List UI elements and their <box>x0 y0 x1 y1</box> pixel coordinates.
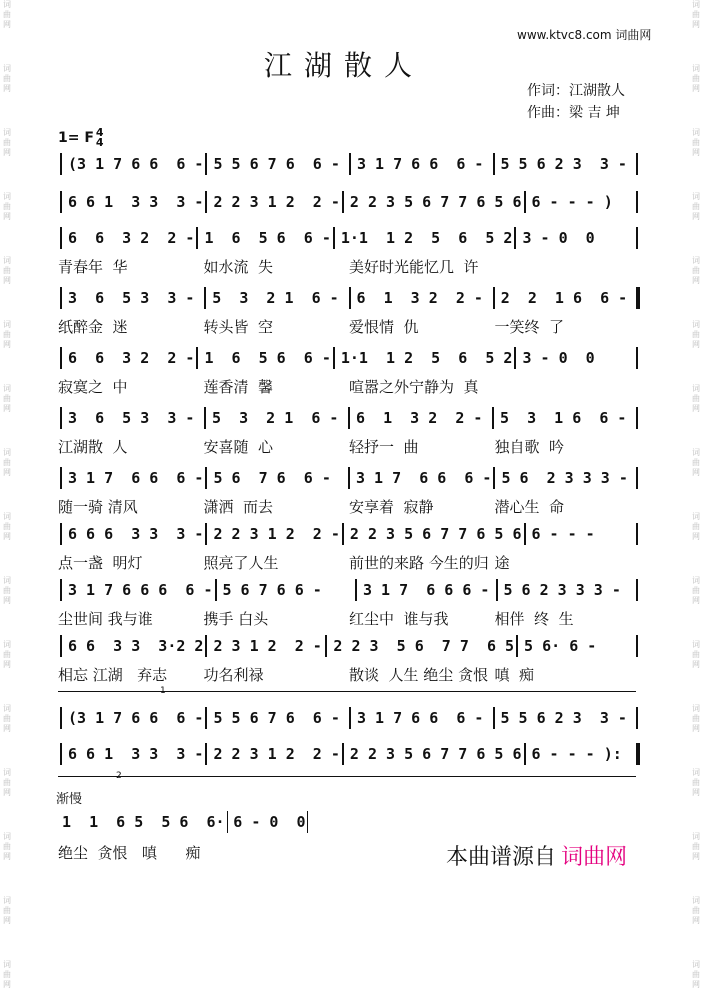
measure: 5 6 7 6 6 - <box>213 469 331 487</box>
barline <box>493 153 495 175</box>
measure: 6 6 6 3 3 3 - <box>68 525 204 543</box>
watermark-glyph: 词 曲 网 <box>692 320 700 349</box>
barline <box>60 523 62 545</box>
lyric-phrase: 喧嚣之外宁静为 真 <box>349 378 479 396</box>
barline <box>333 347 335 369</box>
lyric-row <box>58 552 640 574</box>
barline <box>60 347 62 369</box>
lyric-phrase: 纸醉金 迷 <box>58 318 128 336</box>
measure: 3 1 7 6 6 6 6 - <box>68 581 213 599</box>
notation-row <box>58 406 640 430</box>
barline <box>342 743 344 765</box>
barline <box>60 635 62 657</box>
measure: 1·1 1 2 5 6 5 2 <box>340 229 513 247</box>
lyric-phrase: 轻抒一 曲 <box>349 438 419 456</box>
lyric-phrase: 寂寞之 中 <box>58 378 128 396</box>
watermark-glyph: 词 曲 网 <box>3 192 11 221</box>
barline <box>60 743 62 765</box>
measure: (3 1 7 6 6 6 - <box>68 709 204 727</box>
lyric-row <box>58 256 640 278</box>
barline <box>636 227 638 249</box>
measure: 6 6 3 2 2 - <box>68 229 195 247</box>
barline <box>204 407 206 429</box>
barline <box>636 635 638 657</box>
measure: 2 2 3 1 2 2 - <box>213 525 340 543</box>
composer: 作曲：梁 吉 坤 <box>527 105 620 121</box>
lyric-phrase: 相忘 江湖 弃志 <box>58 666 168 684</box>
watermark-glyph: 词 曲 网 <box>692 832 700 861</box>
barline <box>227 811 228 833</box>
final-barline <box>307 811 308 833</box>
volta-2-bracket <box>58 776 636 777</box>
watermark-glyph: 词 曲 网 <box>3 576 11 605</box>
left-watermark <box>0 0 14 989</box>
measure: 5 5 6 2 3 3 - <box>500 709 627 727</box>
lyric-row <box>58 608 640 630</box>
site-url[interactable]: www.ktvc8.com 词曲网 <box>517 28 652 42</box>
watermark-glyph: 词 曲 网 <box>692 64 700 93</box>
notation-row <box>58 706 640 730</box>
lyric-phrase: 途 <box>494 554 510 572</box>
lyric-row <box>58 436 640 458</box>
barline <box>60 467 62 489</box>
lyric-phrase: 嗔 痴 <box>494 666 535 684</box>
barline <box>348 407 350 429</box>
notation-row <box>58 286 640 310</box>
barline <box>524 523 526 545</box>
lyric-phrase: 散谈 人生 绝尘 贪恨 <box>349 666 489 684</box>
barline <box>205 743 207 765</box>
watermark-glyph: 词 曲 网 <box>692 448 700 477</box>
barline <box>636 347 638 369</box>
lyric-phrase: 潜心生 命 <box>494 498 565 516</box>
measure: 2 2 3 5 6 7 7 6 5 6 <box>349 745 522 763</box>
watermark-glyph: 词 曲 网 <box>3 832 11 861</box>
barline <box>60 287 62 309</box>
barline <box>342 523 344 545</box>
barline <box>205 467 207 489</box>
watermark-glyph: 词 曲 网 <box>3 768 11 797</box>
lyric-phrase: 红尘中 谁与我 <box>349 610 449 628</box>
barline <box>60 407 62 429</box>
watermark-glyph: 词 曲 网 <box>3 704 11 733</box>
lyric-phrase <box>495 376 641 398</box>
watermark-glyph: 词 曲 网 <box>3 512 11 541</box>
footer-source-text: 本曲谱源自 <box>446 845 557 870</box>
barline <box>205 153 207 175</box>
measure: 5 5 6 7 6 6 - <box>213 709 340 727</box>
barline <box>205 523 207 545</box>
barline <box>516 635 518 657</box>
barline <box>636 707 638 729</box>
barline <box>60 153 62 175</box>
barline <box>496 579 498 601</box>
measure: 3 1 7 6 6 6 - <box>356 155 484 173</box>
measure: 2 2 1 6 6 - <box>500 289 628 307</box>
measure: 6 - - - ): <box>531 745 622 763</box>
barline <box>349 707 351 729</box>
measure: 5 5 6 2 3 3 - <box>500 155 627 173</box>
measure: 3 6 5 3 3 - <box>68 289 195 307</box>
lyric-phrase: 江湖散 人 <box>58 438 128 456</box>
right-watermark <box>689 0 703 989</box>
watermark-glyph: 词 曲 网 <box>3 640 11 669</box>
barline <box>636 191 638 213</box>
notation-row <box>58 742 640 766</box>
barline <box>349 153 351 175</box>
lyric-phrase <box>495 256 641 278</box>
barline <box>636 407 638 429</box>
measure: 6 6 3 3 3·2 2 <box>68 637 204 655</box>
repeat-barline <box>636 743 640 765</box>
barline <box>215 579 217 601</box>
watermark-glyph: 词 曲 网 <box>3 128 11 157</box>
watermark-glyph: 词 曲 网 <box>692 128 700 157</box>
lyric-phrase: 转头皆 空 <box>203 318 274 336</box>
watermark-glyph: 词 曲 网 <box>3 960 11 989</box>
coda-measure: 6 - 0 0 <box>233 813 306 831</box>
barline <box>636 579 638 601</box>
measure: 6 - - - ) <box>531 193 613 211</box>
measure: 1·1 1 2 5 6 5 2 <box>340 349 513 367</box>
measure: 2 2 3 5 6 7 7 6 5 <box>333 637 515 655</box>
measure: 5 6· 6 - <box>524 637 597 655</box>
lyric-row <box>58 496 640 518</box>
time-signature: 4 4 <box>95 126 104 149</box>
notation-row <box>58 226 640 250</box>
measure: 2 3 1 2 2 - <box>213 637 322 655</box>
watermark-glyph: 词 曲 网 <box>692 0 700 29</box>
volta-1-bracket <box>58 691 636 692</box>
watermark-glyph: 词 曲 网 <box>692 768 700 797</box>
measure: 3 - 0 0 <box>522 349 595 367</box>
barline <box>524 191 526 213</box>
lyric-phrase: 随一骑 清风 <box>58 498 138 516</box>
watermark-glyph: 词 曲 网 <box>692 256 700 285</box>
lyric-phrase: 点一盏 明灯 <box>58 554 143 572</box>
coda-lyrics: 绝尘 贪恨 嗔 痴 <box>58 844 201 862</box>
measure: 3 1 7 6 6 6 - <box>68 469 204 487</box>
lyricist: 作词：江湖散人 <box>527 83 625 99</box>
measure: 5 3 2 1 6 - <box>212 409 339 427</box>
footer <box>446 840 627 871</box>
measure: 6 6 1 3 3 3 - <box>68 193 204 211</box>
barline <box>636 467 638 489</box>
lyric-phrase: 前世的来路 今生的归 <box>349 554 489 572</box>
watermark-glyph: 词 曲 网 <box>692 576 700 605</box>
notation-row <box>58 522 640 546</box>
song-title: 江湖散人 <box>264 49 425 82</box>
watermark-glyph: 词 曲 网 <box>3 256 11 285</box>
measure: 3 6 5 3 3 - <box>68 409 195 427</box>
watermark-glyph: 词 曲 网 <box>3 0 11 29</box>
lyric-phrase: 青春年 华 <box>58 258 128 276</box>
barline <box>60 227 62 249</box>
barline <box>204 287 206 309</box>
measure: 2 2 3 1 2 2 - <box>213 193 340 211</box>
barline <box>493 287 495 309</box>
lyric-phrase: 独自歌 吟 <box>494 438 565 456</box>
coda-measure: 1 1 6 5 5 6 6· <box>62 813 225 831</box>
measure: 3 1 7 6 6 6 - <box>356 469 492 487</box>
watermark-glyph: 词 曲 网 <box>692 192 700 221</box>
footer-brand-link[interactable]: 词曲网 <box>561 845 628 870</box>
watermark-glyph: 词 曲 网 <box>692 704 700 733</box>
watermark-glyph: 词 曲 网 <box>3 448 11 477</box>
notation-row <box>58 152 640 176</box>
barline <box>205 707 207 729</box>
measure: 6 - - - <box>531 525 595 543</box>
notation-row <box>58 634 640 658</box>
measure: (3 1 7 6 6 6 - <box>68 155 204 173</box>
measure: 6 1 3 2 2 - <box>356 289 483 307</box>
barline <box>60 579 62 601</box>
measure: 3 1 7 6 6 6 - <box>363 581 490 599</box>
barline <box>333 227 335 249</box>
barline <box>348 467 350 489</box>
watermark-glyph: 词 曲 网 <box>3 896 11 925</box>
lyric-phrase: 一笑终 了 <box>494 318 565 336</box>
notation-row <box>58 346 640 370</box>
measure: 2 2 3 5 6 7 7 6 5 6 <box>349 193 522 211</box>
measure: 1 6 5 6 6 - <box>204 349 331 367</box>
barline <box>349 287 351 309</box>
tempo-mark: 渐慢 <box>56 792 83 807</box>
repeat-barline <box>636 287 640 309</box>
watermark-glyph: 词 曲 网 <box>692 512 700 541</box>
measure: 5 3 2 1 6 - <box>212 289 339 307</box>
lyric-phrase: 照亮了人生 <box>203 554 279 572</box>
lyric-phrase: 安喜随 心 <box>203 438 274 456</box>
lyric-phrase: 莲香清 馨 <box>203 378 274 396</box>
notation-row <box>58 190 640 214</box>
barline <box>205 635 207 657</box>
lyric-phrase: 携手 白头 <box>203 610 269 628</box>
barline <box>60 191 62 213</box>
measure: 6 1 3 2 2 - <box>356 409 483 427</box>
barline <box>514 347 516 369</box>
lyric-phrase: 功名利禄 <box>203 666 264 684</box>
watermark-glyph: 词 曲 网 <box>692 640 700 669</box>
key-signature: 1= F 4 4 <box>58 126 104 149</box>
barline <box>636 153 638 175</box>
notation-row <box>58 578 640 602</box>
lyric-row <box>58 316 640 338</box>
lyric-phrase: 潇洒 而去 <box>203 498 274 516</box>
watermark-glyph: 词 曲 网 <box>692 960 700 989</box>
measure: 5 6 2 3 3 3 - <box>503 581 621 599</box>
barline <box>493 467 495 489</box>
watermark-glyph: 词 曲 网 <box>3 384 11 413</box>
barline <box>205 191 207 213</box>
credits <box>527 80 625 124</box>
measure: 5 3 1 6 6 - <box>500 409 627 427</box>
lyric-phrase: 尘世间 我与谁 <box>58 610 153 628</box>
watermark-glyph: 词 曲 网 <box>692 384 700 413</box>
barline <box>342 191 344 213</box>
measure: 5 6 2 3 3 3 - <box>501 469 628 487</box>
lyric-row <box>58 664 640 686</box>
lyric-phrase: 美好时光能忆几 许 <box>349 258 479 276</box>
barline <box>636 523 638 545</box>
notation-row <box>58 466 640 490</box>
measure: 5 6 7 6 6 - <box>222 581 322 599</box>
watermark-glyph: 词 曲 网 <box>3 64 11 93</box>
barline <box>196 227 198 249</box>
measure: 2 2 3 1 2 2 - <box>213 745 340 763</box>
measure: 1 6 5 6 6 - <box>204 229 331 247</box>
barline <box>60 707 62 729</box>
measure: 6 6 1 3 3 3 - <box>68 745 204 763</box>
watermark-glyph: 词 曲 网 <box>692 896 700 925</box>
measure: 3 1 7 6 6 6 - <box>356 709 484 727</box>
barline <box>325 635 327 657</box>
lyric-phrase: 如水流 失 <box>203 258 274 276</box>
lyric-phrase: 爱恨情 仇 <box>349 318 419 336</box>
barline <box>493 707 495 729</box>
measure: 5 5 6 7 6 6 - <box>213 155 340 173</box>
barline <box>524 743 526 765</box>
barline <box>492 407 494 429</box>
barline <box>196 347 198 369</box>
lyric-row <box>58 376 640 398</box>
measure: 6 6 3 2 2 - <box>68 349 195 367</box>
volta-2-label: 2 <box>116 771 122 781</box>
measure: 3 - 0 0 <box>522 229 595 247</box>
watermark-glyph: 词 曲 网 <box>3 320 11 349</box>
lyric-phrase: 相伴 终 生 <box>494 610 574 628</box>
barline <box>355 579 357 601</box>
coda-notes <box>58 810 308 834</box>
measure: 2 2 3 5 6 7 7 6 5 6 <box>349 525 522 543</box>
volta-1-label: 1 <box>160 686 166 696</box>
barline <box>514 227 516 249</box>
lyric-phrase: 安享着 寂静 <box>349 498 434 516</box>
